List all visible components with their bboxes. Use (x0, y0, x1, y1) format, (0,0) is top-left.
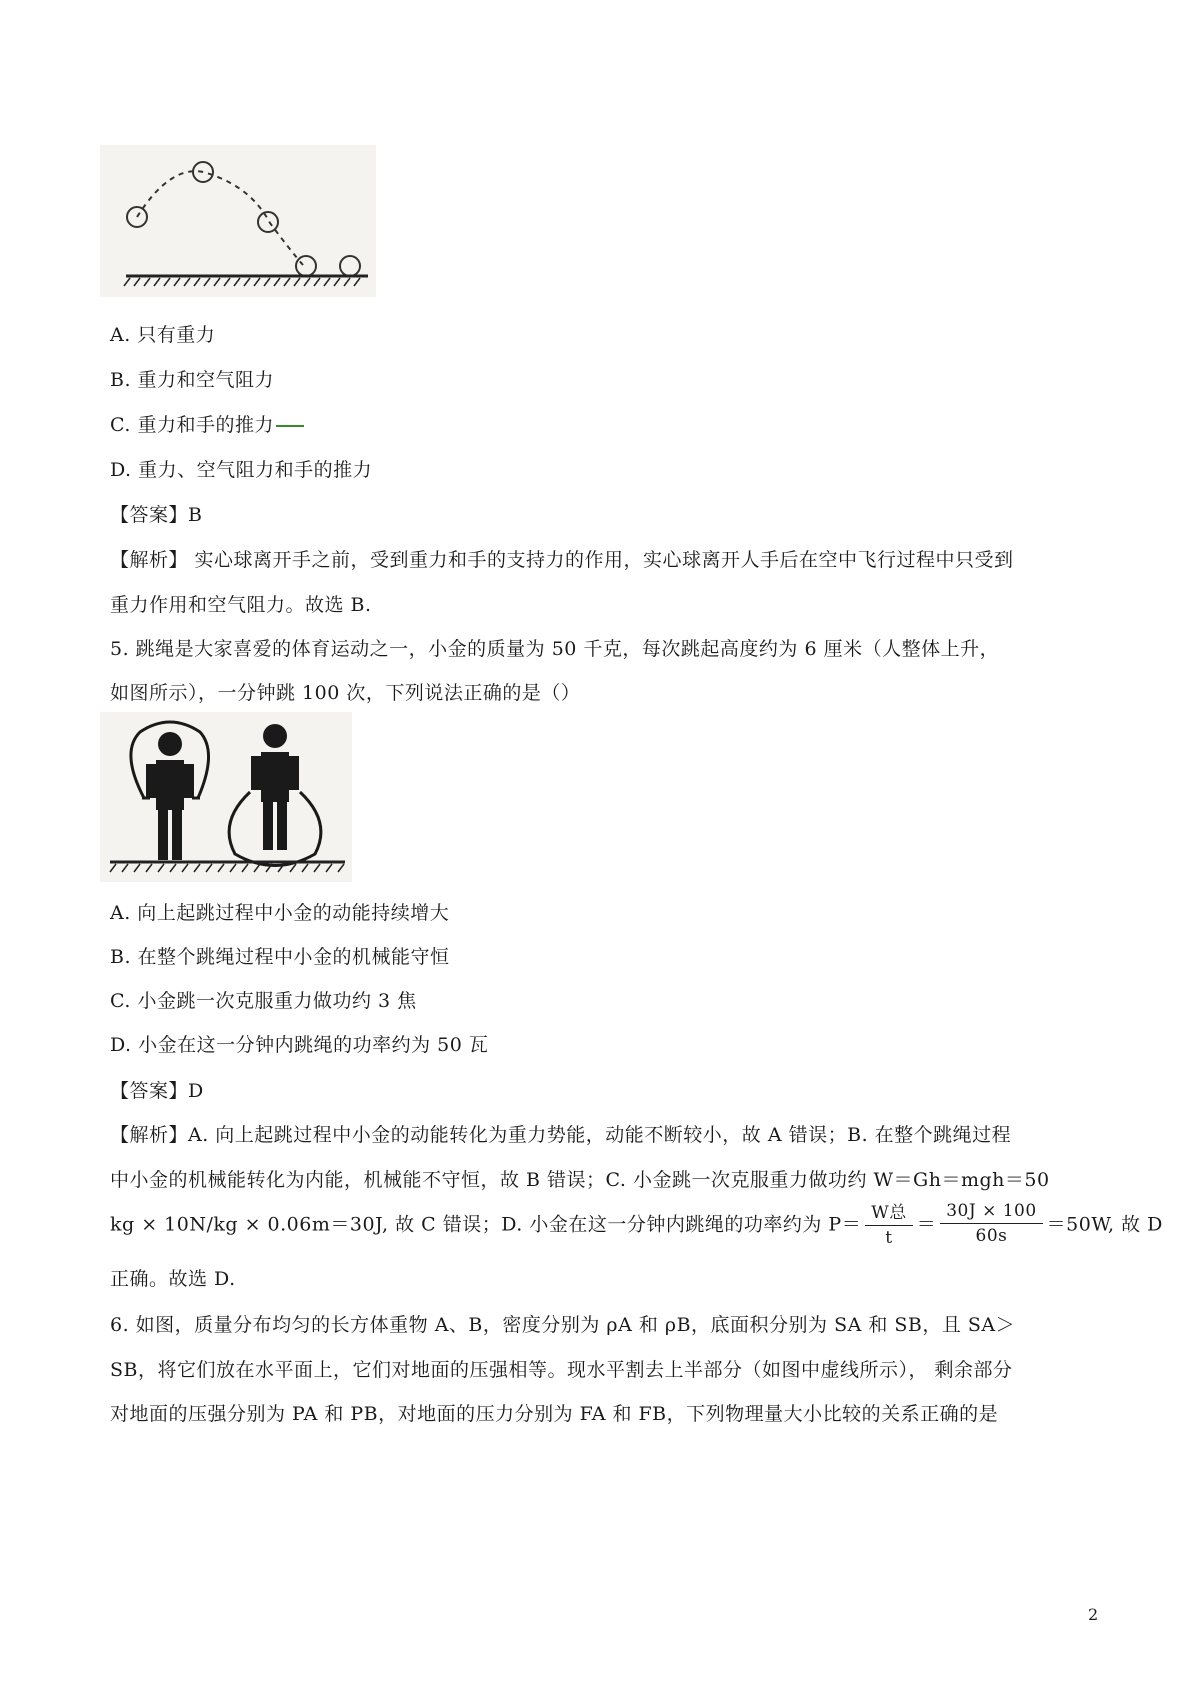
q5-option-b: B. 在整个跳绳过程中小金的机械能守恒 (110, 946, 450, 968)
q4-option-c (110, 410, 304, 437)
power-fraction-numerator: W总 (865, 1198, 912, 1226)
q5-answer: 【答案】D (110, 1080, 204, 1102)
ball-trajectory-figure (100, 145, 376, 297)
value-fraction (940, 1201, 1042, 1246)
q5-analysis-line-2: 中小金的机械能转化为内能，机械能不守恒，故 B 错误；C. 小金跳一次克服重力做功约 W＝Gh＝mgh＝50 (110, 1169, 1050, 1191)
q5-option-d: D. 小金在这一分钟内跳绳的功率约为 50 瓦 (110, 1034, 489, 1056)
q5-stem-line-2: 如图所示），一分钟跳 100 次，下列说法正确的是（） (110, 682, 581, 704)
q5-option-c: C. 小金跳一次克服重力做功约 3 焦 (110, 990, 417, 1012)
q5-analysis-line-1: 【解析】A. 向上起跳过程中小金的动能转化为重力势能，动能不断较小，故 A 错误；B. 在整个跳绳过程 (110, 1124, 1012, 1146)
q5-analysis-line-4: 正确。故选 D. (110, 1268, 236, 1290)
q6-stem-line-1: 6. 如图，质量分布均匀的长方体重物 A、B，密度分别为 ρA 和 ρB，底面积分别为 SA 和 SB，且 SA＞ (110, 1314, 1016, 1336)
q6-stem-line-2: SB，将它们放在水平面上，它们对地面的压强相等。现水平割去上半部分（如图中虚线所示）， 剩余部分 (110, 1359, 1013, 1381)
q4-option-d: D. 重力、空气阻力和手的推力 (110, 459, 373, 481)
q4-analysis-line-2: 重力作用和空气阻力。故选 B. (110, 594, 372, 616)
value-fraction-denominator: 60s (975, 1225, 1008, 1246)
power-fraction-denominator: t (885, 1228, 893, 1248)
jump-rope-figure (100, 712, 352, 882)
q5-option-a: A. 向上起跳过程中小金的动能持续增大 (110, 902, 450, 924)
q5-stem-line-1: 5. 跳绳是大家喜爱的体育运动之一，小金的质量为 50 千克，每次跳起高度约为 6 厘米（人整体上升， (110, 638, 1000, 660)
q5-analysis-line-3-end: ＝50W, 故 D (1046, 1213, 1163, 1236)
q4-option-b: B. 重力和空气阻力 (110, 369, 275, 391)
value-fraction-numerator: 30J × 100 (940, 1201, 1042, 1224)
green-underline-mark (276, 425, 304, 427)
q6-stem-line-3: 对地面的压强分别为 PA 和 PB，对地面的压力分别为 FA 和 FB，下列物理量大小比较的关系正确的是 (110, 1403, 999, 1425)
q4-option-a: A. 只有重力 (110, 324, 216, 346)
q5-analysis-line-3 (110, 1198, 1163, 1248)
power-fraction (865, 1198, 912, 1248)
q4-answer: 【答案】B (110, 504, 203, 526)
page-number: 2 (1088, 1605, 1099, 1624)
q4-analysis-line-1: 【解析】 实心球离开手之前，受到重力和手的支持力的作用，实心球离开人手后在空中飞行过程中只受到 (110, 549, 1014, 571)
equals-sign: ＝ (916, 1213, 937, 1236)
q4-option-c-text: C. 重力和手的推力 (110, 414, 274, 436)
q5-analysis-line-3-start: kg × 10N/kg × 0.06m＝30J, 故 C 错误；D. 小金在这一分钟内跳绳的功率约为 P＝ (110, 1213, 862, 1236)
